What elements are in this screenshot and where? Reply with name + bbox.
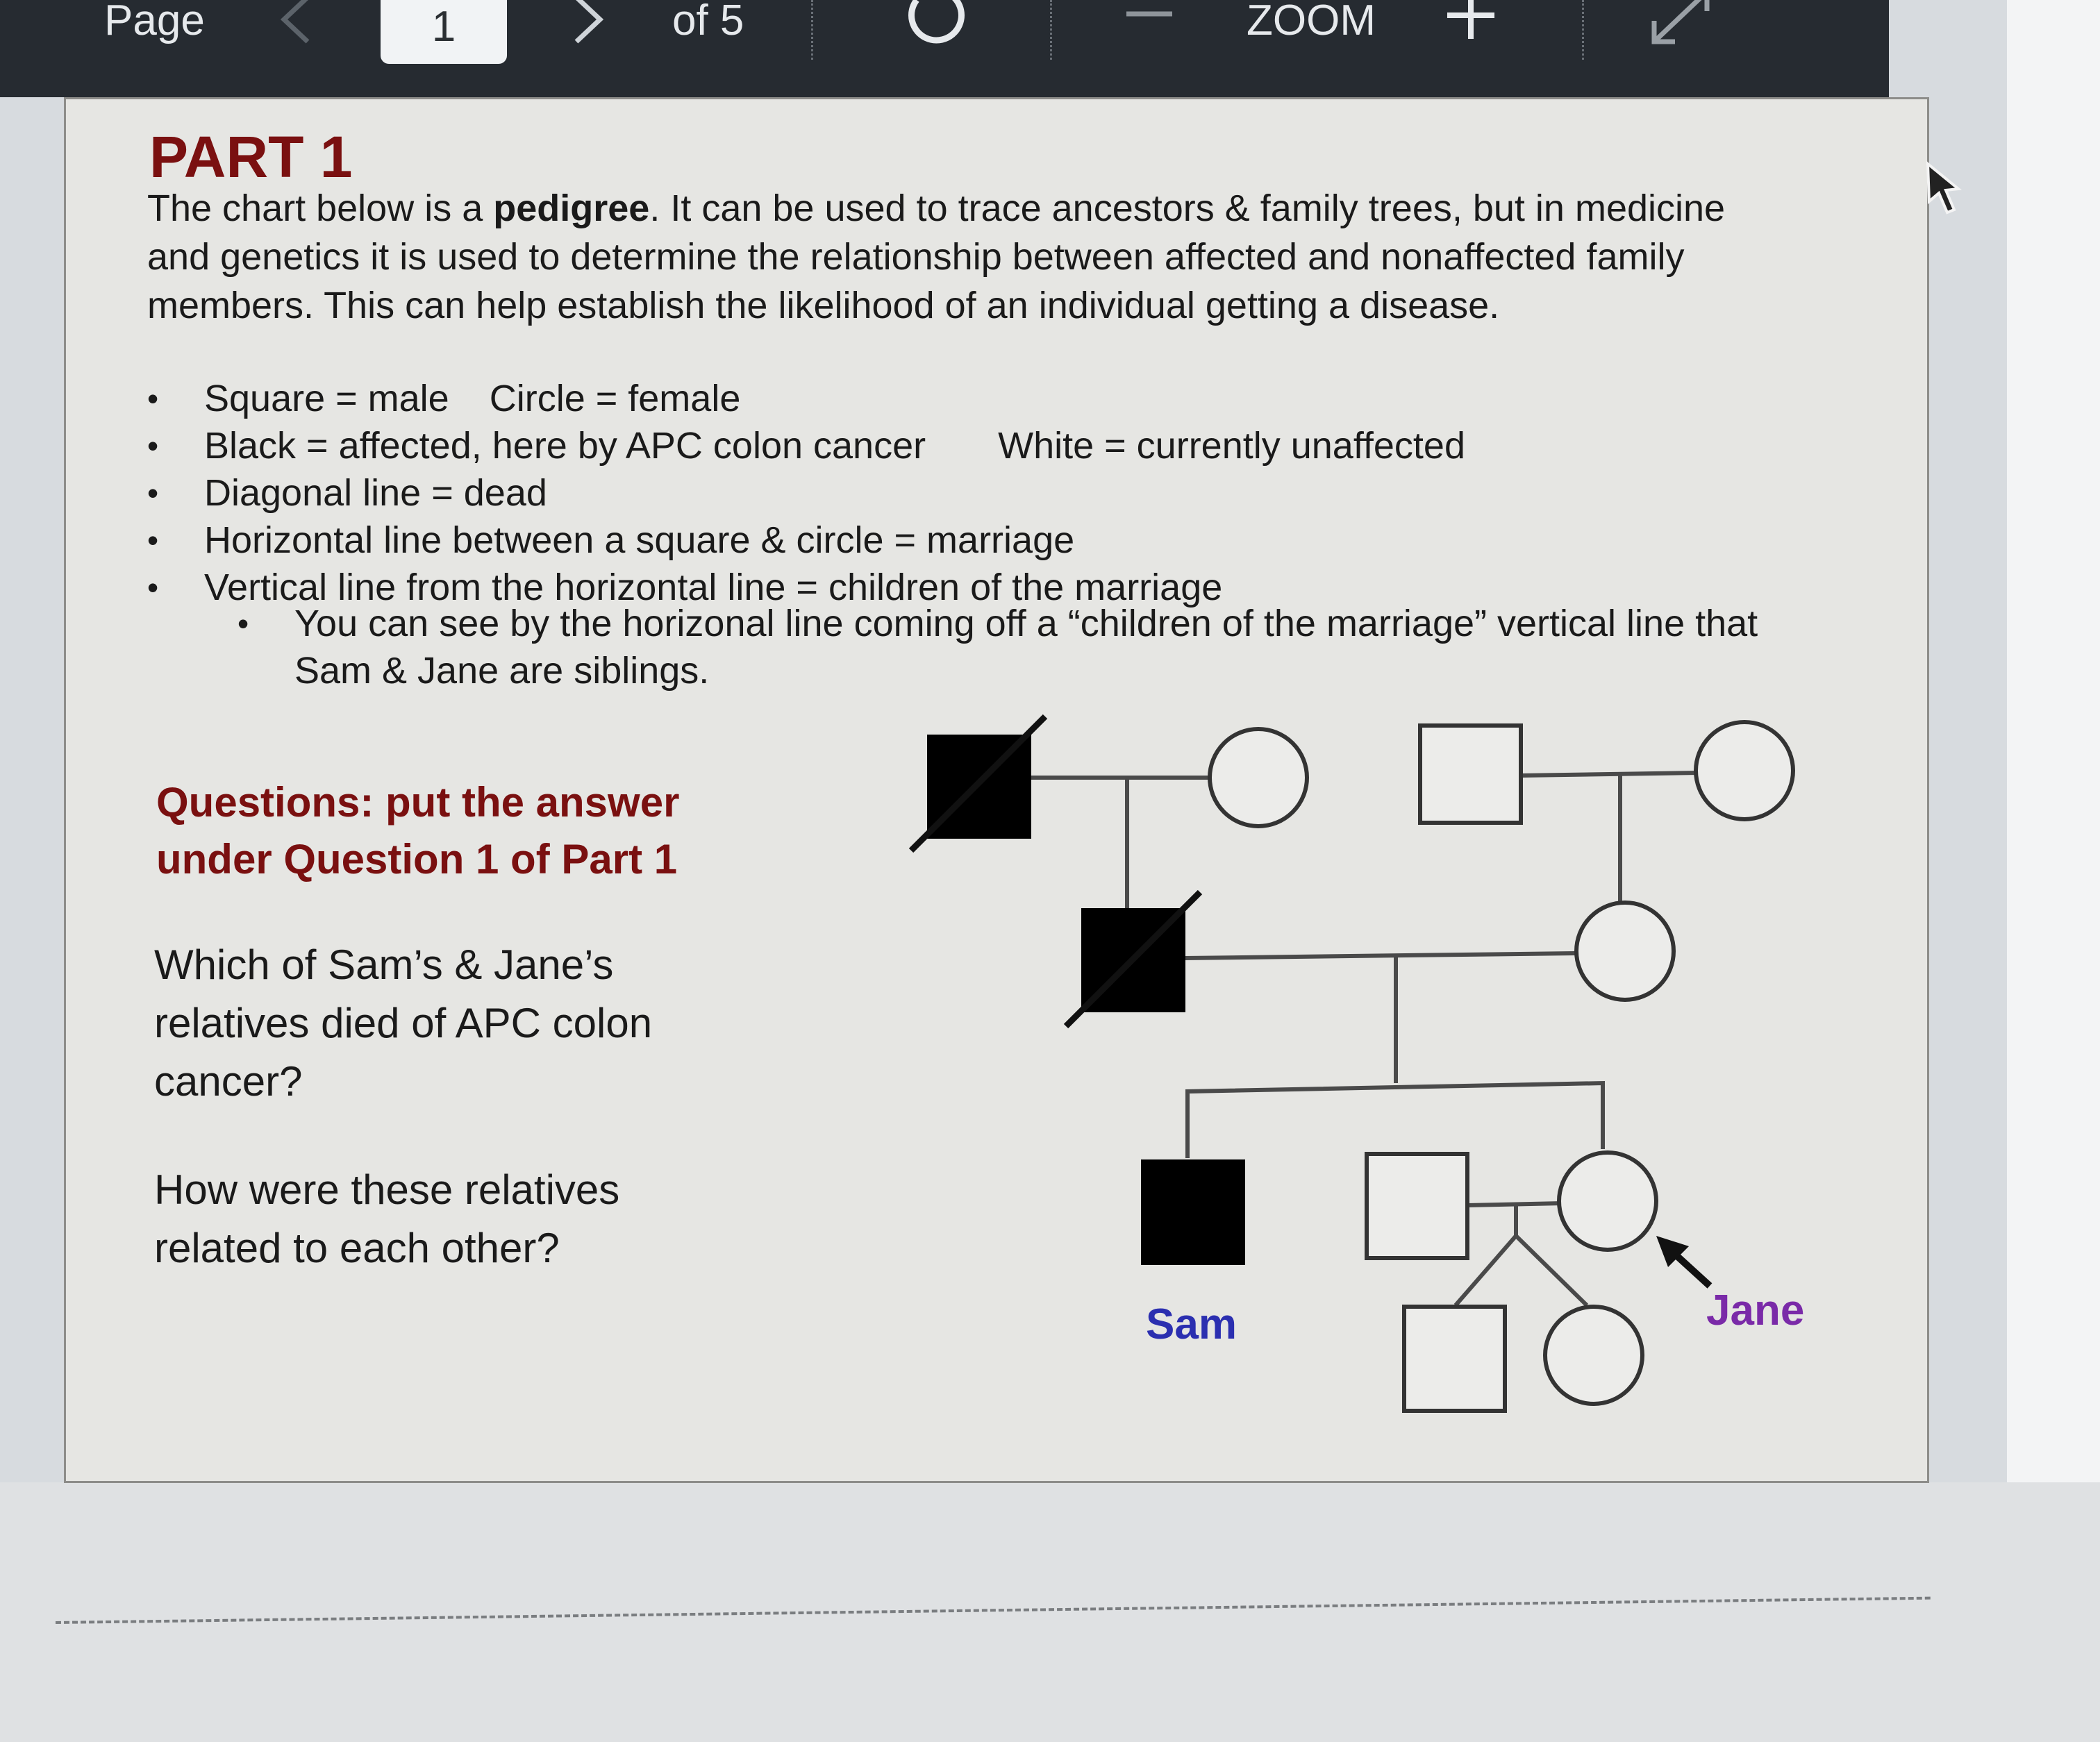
jane-unaffected [1559, 1153, 1656, 1250]
twin-son [1404, 1307, 1505, 1411]
twin-line [1516, 1236, 1587, 1305]
page-number-input[interactable]: 1 [381, 0, 507, 64]
marriage-line [1519, 773, 1699, 776]
page-label: Page [104, 0, 205, 44]
question-1: Which of Sam’s & Jane’s relatives died of APC colon cancer? [154, 941, 653, 1105]
marriage-line [1184, 953, 1575, 958]
intro-text: The chart below is a [147, 187, 494, 229]
intro-bold-term: pedigree [493, 187, 650, 229]
intro-text-rest: . It can be used to trace ancestors & family trees, but in medicine and genetics it is used to determine the relationship between affected and nonaffected family members. This can help establish the likelihood of an individual getting a disease. [147, 187, 1726, 326]
legend-vertical: Vertical line from the horizontal line = children of the marriage [204, 567, 1223, 608]
legend-black: Black = affected, here by APC colon cancer [204, 425, 926, 467]
jane-spouse-unaffected [1367, 1154, 1467, 1258]
mother-unaffected [1576, 903, 1674, 1000]
legend-white: White = currently unaffected [998, 425, 1465, 467]
questions-heading: Questions: put the answer under Question 1 of Part 1 [156, 779, 680, 882]
zoom-label: ZOOM [1247, 0, 1376, 44]
sibship-line [1188, 1083, 1603, 1158]
proband-arrow-icon [1656, 1236, 1710, 1286]
sam-affected [1141, 1159, 1245, 1265]
jane-label: Jane [1706, 1287, 1805, 1334]
legend-square: Square = male [204, 378, 449, 419]
page-total: of 5 [672, 0, 744, 44]
legend-horizontal: Horizontal line between a square & circle = marriage [204, 519, 1075, 561]
question-2: How were these relatives related to each other? [154, 1166, 620, 1271]
legend-diagonal: Diagonal line = dead [204, 472, 547, 514]
sam-label: Sam [1146, 1300, 1237, 1348]
mouse-cursor-icon [1924, 161, 1965, 217]
grandmother-unaffected [1210, 729, 1307, 826]
twin-daughter [1545, 1307, 1642, 1404]
grandfather-unaffected [1420, 726, 1521, 823]
legend-sub-item: • You can see by the horizonal line coming off a “children of the marriage” vertical line that Sam & Jane are siblings. [238, 600, 1807, 694]
legend-circle: Circle = female [489, 378, 741, 419]
part-title: PART 1 [149, 124, 353, 190]
grandmother-unaffected [1696, 722, 1793, 819]
